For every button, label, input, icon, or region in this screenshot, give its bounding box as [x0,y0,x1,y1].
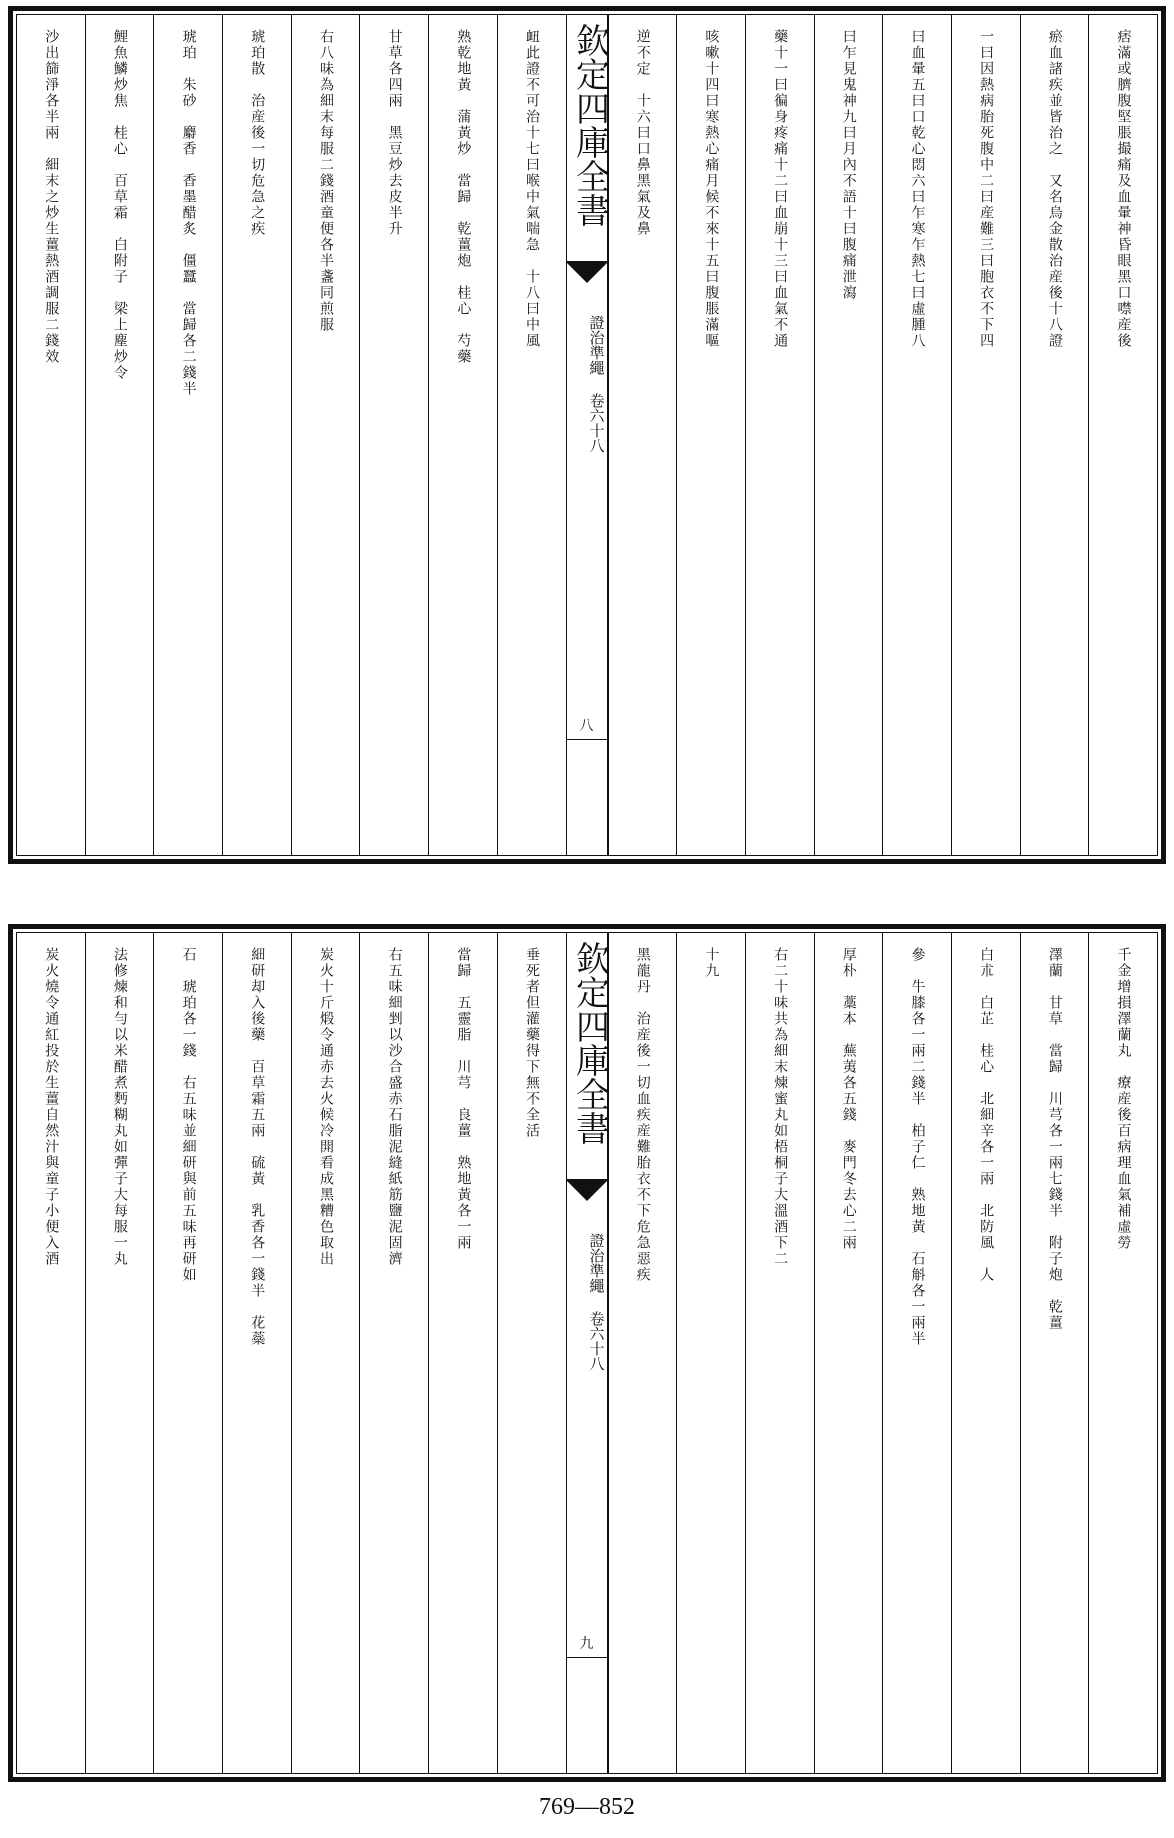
top-page [8,6,1166,864]
column-text: 右八味為細末每服二錢酒童便各半盞同煎服 [317,29,334,333]
text-column [291,15,360,855]
column-text: 右二十味共為細末煉蜜丸如梧桐子大溫酒下二 [772,947,789,1267]
column-text: 曰乍見鬼神九曰月內不語十曰腹痛泄瀉 [840,29,857,301]
text-column [428,15,497,855]
column-text: 右五味細剉以沙合盛赤石脂泥縫紙筋鹽泥固濟 [386,947,403,1267]
text-column [745,15,814,855]
column-text: 咳嗽十四曰寒熱心痛月候不來十五曰腹脹滿嘔 [703,29,720,349]
column-text: 千金增損澤蘭丸 療産後百病理血氣補虛勞 [1115,947,1132,1251]
page-number: 九 [579,1636,594,1652]
center-margin [566,15,608,855]
page-number: 八 [579,718,594,734]
book-title: 欽定四庫全書 [569,23,610,227]
fish-tail-mark [567,261,607,289]
text-column [153,15,222,855]
column-text: 炭火燒令通紅投於生薑自然汁與童子小便入酒 [43,947,60,1267]
text-column [1020,15,1089,855]
divider [567,1657,607,1658]
text-column [497,933,566,1773]
page-footer-code: 769—852 [539,1794,635,1820]
text-column [608,933,677,1773]
text-column [951,933,1020,1773]
bottom-page-columns [16,932,1158,1774]
text-column [497,15,566,855]
text-column [222,15,291,855]
text-column [222,933,291,1773]
column-text: 一曰因熱病胎死腹中二曰産難三曰胞衣不下四 [978,29,995,349]
column-text: 參 牛膝各一兩二錢半 柏子仁 熟地黃 石斛各一兩半 [909,947,926,1347]
text-column [814,933,883,1773]
center-margin [566,933,608,1773]
bottom-page [8,924,1166,1782]
text-column [608,15,677,855]
book-title: 欽定四庫全書 [569,941,610,1145]
column-text: 瘀血諸疾並皆治之 又名烏金散治産後十八證 [1046,29,1063,349]
text-column [1088,933,1157,1773]
text-column [1088,15,1157,855]
text-column [676,933,745,1773]
column-text: 鯉魚鱗炒焦 桂心 百草霜 白附子 梁上塵炒令 [111,29,128,381]
fish-tail-mark [567,1179,607,1207]
top-page-columns [16,14,1158,856]
column-text: 石 琥珀各一錢 右五味並細研與前五味再研如 [180,947,197,1283]
text-column [153,933,222,1773]
column-text: 甘草各四兩 黑豆炒去皮半升 [386,29,403,237]
column-text: 琥珀散 治産後一切危急之疾 [249,29,266,237]
column-text: 厚朴 藁本 蕪荑各五錢 麥門冬去心二兩 [840,947,857,1251]
text-column [882,15,951,855]
column-text: 熟乾地黃 蒲黃炒 當歸 乾薑炮 桂心 芍藥 [455,29,472,365]
text-column [951,15,1020,855]
column-text: 細研却入後藥 百草霜五兩 硫黃 乳香各一錢半 花蘂 [249,947,266,1347]
column-text: 衄此證不可治十七曰喉中氣喘急 十八曰中風 [524,29,540,349]
column-text: 白朮 白芷 桂心 北細辛各一兩 北防風 人 [978,947,995,1283]
text-column [1020,933,1089,1773]
column-text: 法修煉和勻以米醋煮麪糊丸如彈子大每服一丸 [111,947,128,1267]
text-column [428,933,497,1773]
text-column [85,15,154,855]
text-column [359,15,428,855]
text-column [85,933,154,1773]
column-text: 琥珀 朱砂 麝香 香墨醋炙 僵蠶 當歸各二錢半 [180,29,197,397]
column-text: 沙出篩淨各半兩 細末之炒生薑熱酒調服二錢效 [43,29,60,365]
column-text: 痞滿或臍腹堅脹撮痛及血暈神昏眼黑口噤産後 [1115,29,1132,349]
column-text: 黑龍丹 治産後一切血疾産難胎衣不下危急惡疾 [634,947,651,1283]
column-text: 逆不定 十六曰口鼻黑氣及鼻 [634,29,651,237]
column-text: 炭火十斤煅令通赤去火候冷開看成黑糟色取出 [317,947,334,1267]
column-text: 當歸 五靈脂 川芎 良薑 熟地黃各一兩 [455,947,472,1251]
text-column [359,933,428,1773]
text-column [814,15,883,855]
column-text: 垂死者但灌藥得下無不全活 [524,947,540,1139]
column-text: 藥十一曰徧身疼痛十二曰血崩十三曰血氣不通 [772,29,789,349]
text-column [17,933,85,1773]
text-column [17,15,85,855]
text-column [745,933,814,1773]
series-label: 證治準繩 卷六十八 [587,1233,606,1371]
series-label: 證治準繩 卷六十八 [587,315,606,453]
column-text: 曰血暈五曰口乾心悶六曰乍寒乍熱七曰虛腫八 [909,29,926,349]
text-column [291,933,360,1773]
text-column [676,15,745,855]
column-text: 十九 [703,947,720,979]
column-text: 澤蘭 甘草 當歸 川芎各一兩七錢半 附子炮 乾薑 [1046,947,1063,1331]
divider [567,739,607,740]
text-column [882,933,951,1773]
